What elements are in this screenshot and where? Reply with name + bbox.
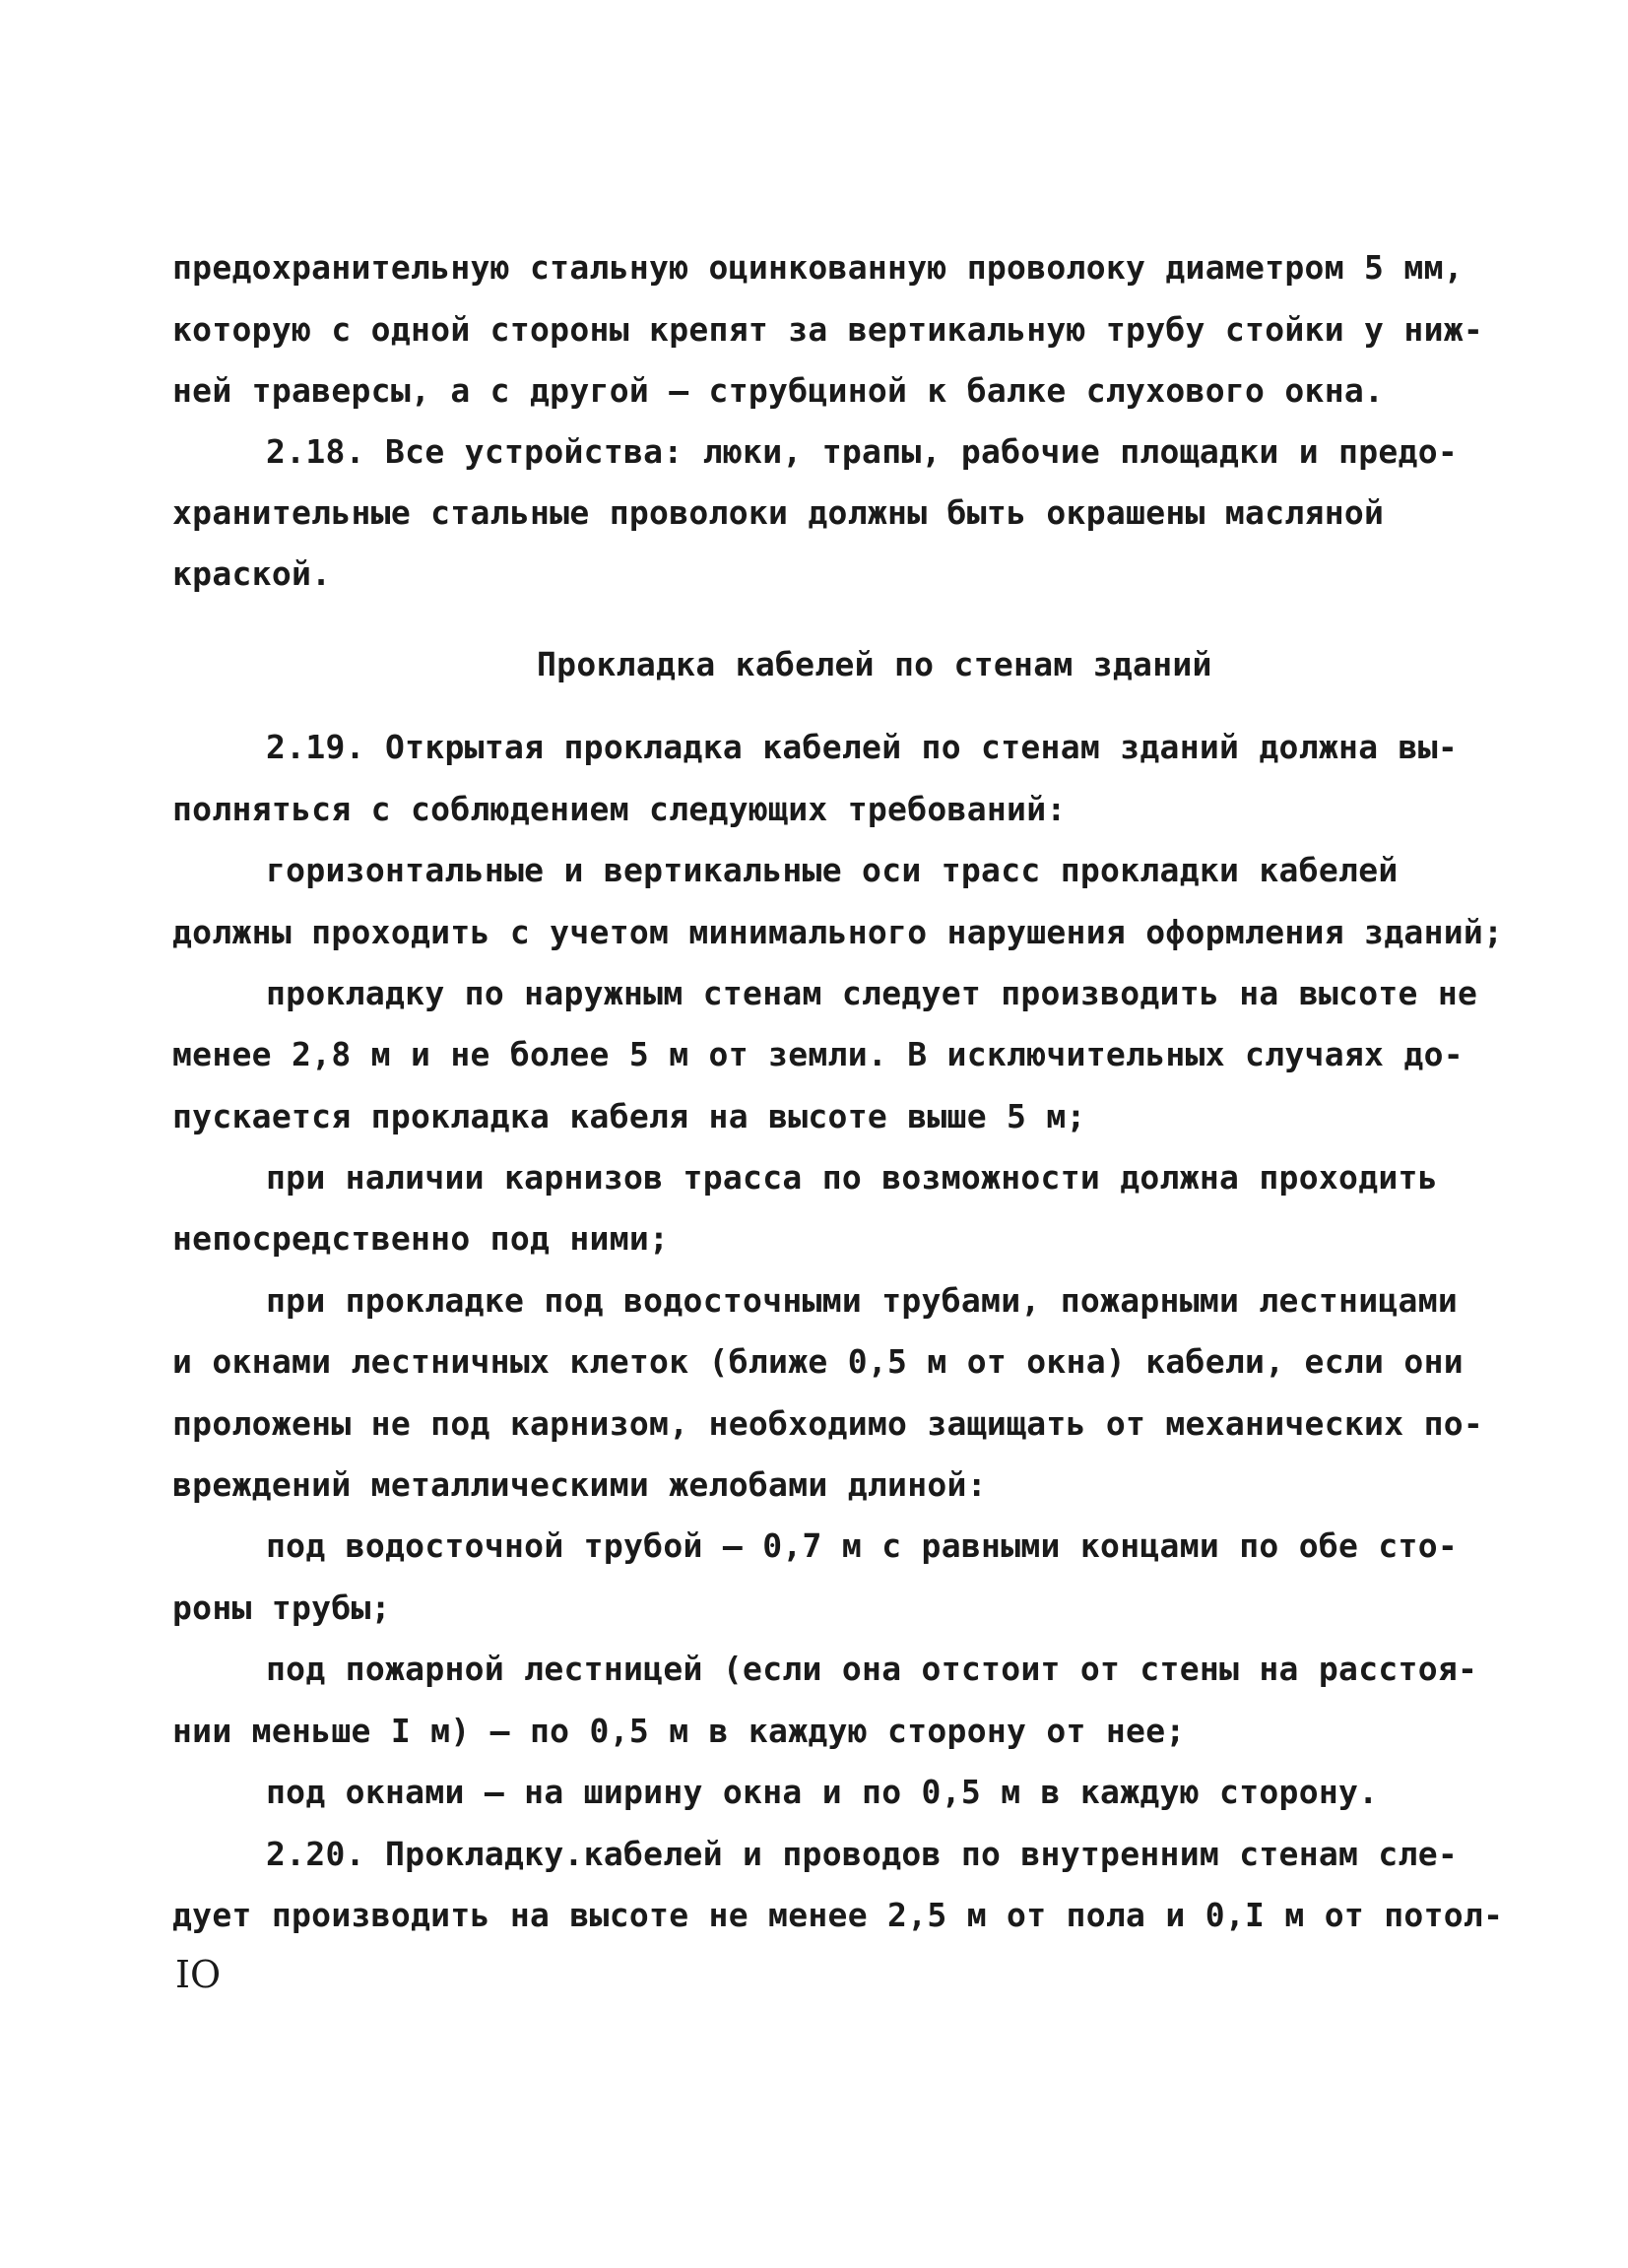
text-line: предохранительную стальную оцинкованную проволоку диаметром 5 мм, xyxy=(172,248,1464,287)
text-line: хранительные стальные проволоки должны быть окрашены масляной xyxy=(172,493,1385,532)
section-heading: Прокладка кабелей по стенам зданий xyxy=(537,645,1212,683)
text-line: 2.20. Прокладку.кабелей и проводов по внутренним стенам сле- xyxy=(266,1835,1459,1873)
text-line: горизонтальные и вертикальные оси трасс прокладки кабелей xyxy=(266,851,1399,889)
text-line: при прокладке под водосточными трубами, пожарными лестницами xyxy=(266,1281,1459,1320)
text-line: проложены не под карнизом, необходимо защищать от механических по- xyxy=(172,1404,1484,1443)
text-line: полняться с соблюдением следующих требований: xyxy=(172,790,1067,828)
text-line: роны трубы; xyxy=(172,1588,391,1627)
text-line: нии меньше I м) – по 0,5 м в каждую сторону от нее; xyxy=(172,1712,1186,1750)
page-number: IO xyxy=(175,1953,222,1996)
text-line: должны проходить с учетом минимального нарушения оформления зданий; xyxy=(172,913,1504,951)
text-line: и окнами лестничных клеток (ближе 0,5 м от окна) кабели, если они xyxy=(172,1342,1464,1381)
text-line: при наличии карнизов трасса по возможности должна проходить xyxy=(266,1158,1438,1197)
text-line: которую с одной стороны крепят за вертикальную трубу стойки у ниж- xyxy=(172,310,1484,349)
text-line: под окнами – на ширину окна и по 0,5 м в каждую сторону. xyxy=(266,1773,1379,1811)
text-line: прокладку по наружным стенам следует производить на высоте не xyxy=(266,974,1478,1012)
text-line: пускается прокладка кабеля на высоте выше 5 м; xyxy=(172,1097,1086,1135)
text-line: под водосточной трубой – 0,7 м с равными концами по обе сто- xyxy=(266,1526,1459,1565)
text-line: ней траверсы, а с другой – струбциной к балке слухового окна. xyxy=(172,371,1385,410)
text-line: краской. xyxy=(172,554,332,593)
text-line: 2.18. Все устройства: люки, трапы, рабочие площадки и предо- xyxy=(266,432,1459,471)
text-line: вреждений металлическими желобами длиной: xyxy=(172,1465,987,1504)
text-line: дует производить на высоте не менее 2,5 м от пола и 0,I м от потол- xyxy=(172,1896,1504,1934)
text-line: 2.19. Открытая прокладка кабелей по стенам зданий должна вы- xyxy=(266,728,1459,766)
text-line: менее 2,8 м и не более 5 м от земли. В исключительных случаях до- xyxy=(172,1035,1464,1073)
text-line: под пожарной лестницей (если она отстоит от стены на расстоя- xyxy=(266,1650,1478,1688)
text-line: непосредственно под ними; xyxy=(172,1219,670,1258)
